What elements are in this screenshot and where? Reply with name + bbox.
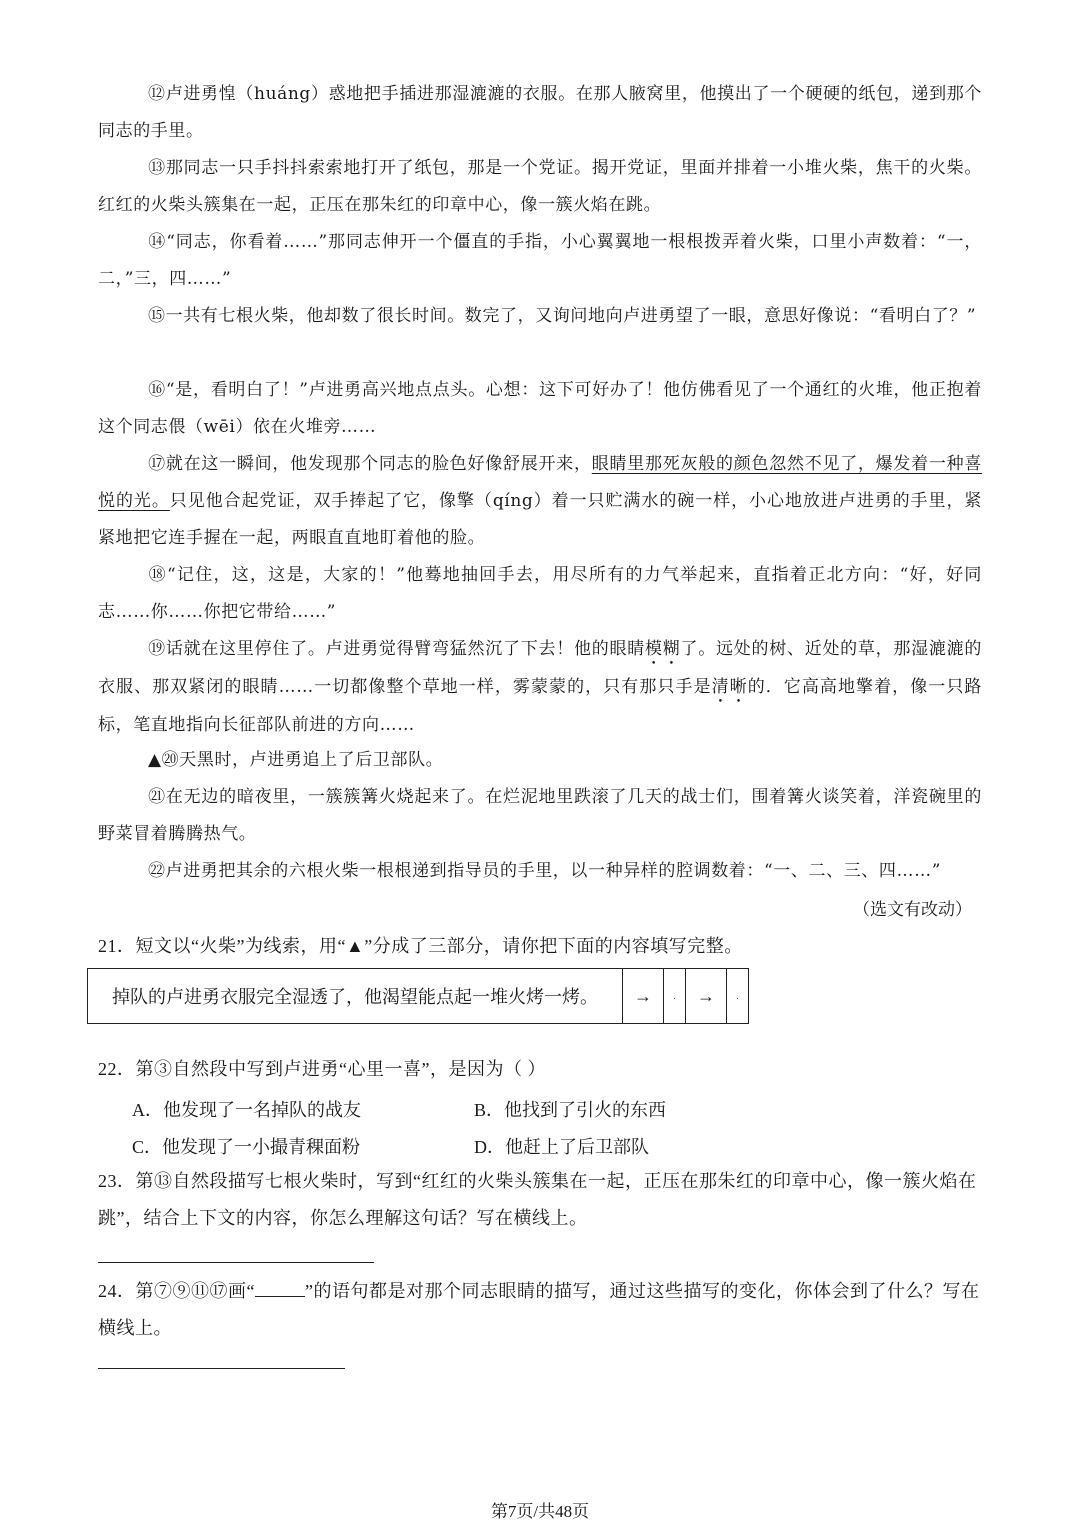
paragraph-19: ⑲话就在这里停住了。卢进勇觉得臂弯猛然沉了下去！他的眼睛模糊了。远处的树、近处的草，那湿漉漉的衣服、那双紧闭的眼睛……一切都像整个草地一样，雾蒙蒙的，只有那只手是清晰的．它高高地擎着，像一只路标，笔直地指向长征部队前进的方向…… — [98, 639, 982, 735]
q21-flow-table — [87, 968, 749, 1024]
paragraph-18: ⑱“记住，这，这是，大家的！”他蓦地抽回手去，用尽所有的力气举起来，直指着正北方向：“好，好同志……你……你把它带给……” — [98, 565, 982, 622]
paragraph-17: ⑰就在这一瞬间，他发现那个同志的脸色好像舒展开来，眼睛里那死灰般的颜色忽然不见了，爆发着一种喜悦的光。只见他合起党证，双手捧起了它，像擎（qíng）着一只贮满水的碗一样，小心地放进卢进勇的手里，紧紧地把它连手握在一起，两眼直直地盯着他的脸。 — [98, 454, 983, 548]
underlined-eye-description: 眼睛里那死灰般的颜色忽然不见了，爆发着一种喜悦的光。 — [98, 454, 983, 511]
question-23: 23．第⑬自然段描写七根火柴时，写到“红红的火柴头簇集在一起，正压在那朱红的印章中心，像一簇火焰在跳”，结合上下文的内容，你怎么理解这句话？写在横线上。 — [98, 1171, 977, 1228]
emphasis-blurry: 模糊 — [644, 639, 681, 659]
flow-first-part: 掉队的卢进勇衣服完全湿透了，他渴望能点起一堆火烤一烤。 — [88, 969, 623, 1023]
question-21: 21．短文以“火柴”为线索，用“▲”分成了三部分，请你把下面的内容填写完整。 — [98, 936, 743, 956]
paragraph-22: ㉒卢进勇把其余的六根火柴一根根递到指导员的手里，以一种异样的腔调数着：“一、二、三、四……” — [148, 861, 941, 881]
paragraph-16: ⑯“是，看明白了！”卢进勇高兴地点点头。心想：这下可好办了！他仿佛看见了一个通红的火堆，他正抱着这个同志偎（wēi）依在火堆旁…… — [98, 380, 982, 437]
question-24: 24．第⑦⑨⑪⑰画“ ”的语句都是对那个同志眼睛的描写，通过这些描写的变化，你体会到了什么？写在横线上。 — [98, 1273, 982, 1347]
q23-answer-line[interactable] — [98, 1262, 374, 1263]
source-note: （选文有改动） — [853, 900, 972, 920]
flow-blank-second[interactable]: . — [664, 969, 686, 1023]
flow-blank-third[interactable]: . — [736, 991, 739, 1001]
paragraph-12: ⑫卢进勇惶（huáng）惑地把手插进那湿漉漉的衣服。在那人腋窝里，他摸出了一个硬硬的纸包，递到那个同志的手里。 — [98, 84, 982, 141]
paragraph-14: ⑭“同志，你看着……”那同志伸开一个僵直的手指，小心翼翼地一根根拨弄着火柴，口里小声数着：“一，二，”三，四……” — [98, 232, 982, 289]
option-b[interactable]: B．他找到了引火的东西 — [474, 1100, 667, 1120]
arrow-icon: → — [686, 969, 727, 1023]
underline-sample — [255, 1278, 305, 1297]
option-c[interactable]: C．他发现了一小撮青稞面粉 — [132, 1137, 361, 1157]
q24-answer-line[interactable] — [98, 1368, 345, 1369]
paragraph-21: ㉑在无边的暗夜里，一簇簇篝火烧起来了。在烂泥地里跌滚了几天的战士们，围着篝火谈笑着，洋瓷碗里的野菜冒着腾腾热气。 — [98, 787, 982, 844]
paragraph-20: ▲⑳天黑时，卢进勇追上了后卫部队。 — [148, 750, 444, 770]
question-22: 22．第③自然段中写到卢进勇“心里一喜”，是因为（ ） — [98, 1059, 546, 1079]
option-d[interactable]: D．他赶上了后卫部队 — [474, 1137, 649, 1157]
paragraph-13: ⑬那同志一只手抖抖索索地打开了纸包，那是一个党证。揭开党证，里面并排着一小堆火柴，焦干的火柴。红红的火柴头簇集在一起，正压在那朱红的印章中心，像一簇火焰在跳。 — [98, 158, 982, 215]
page-footer: 第7页/共48页 — [490, 1502, 590, 1521]
option-a[interactable]: A．他发现了一名掉队的战友 — [132, 1100, 361, 1120]
paragraph-15: ⑮一共有七根火柴，他却数了很长时间。数完了，又询问地向卢进勇望了一眼，意思好像说：“看明白了？” — [148, 306, 977, 326]
arrow-icon: → — [623, 969, 664, 1023]
emphasis-clear: 清晰 — [711, 677, 748, 697]
